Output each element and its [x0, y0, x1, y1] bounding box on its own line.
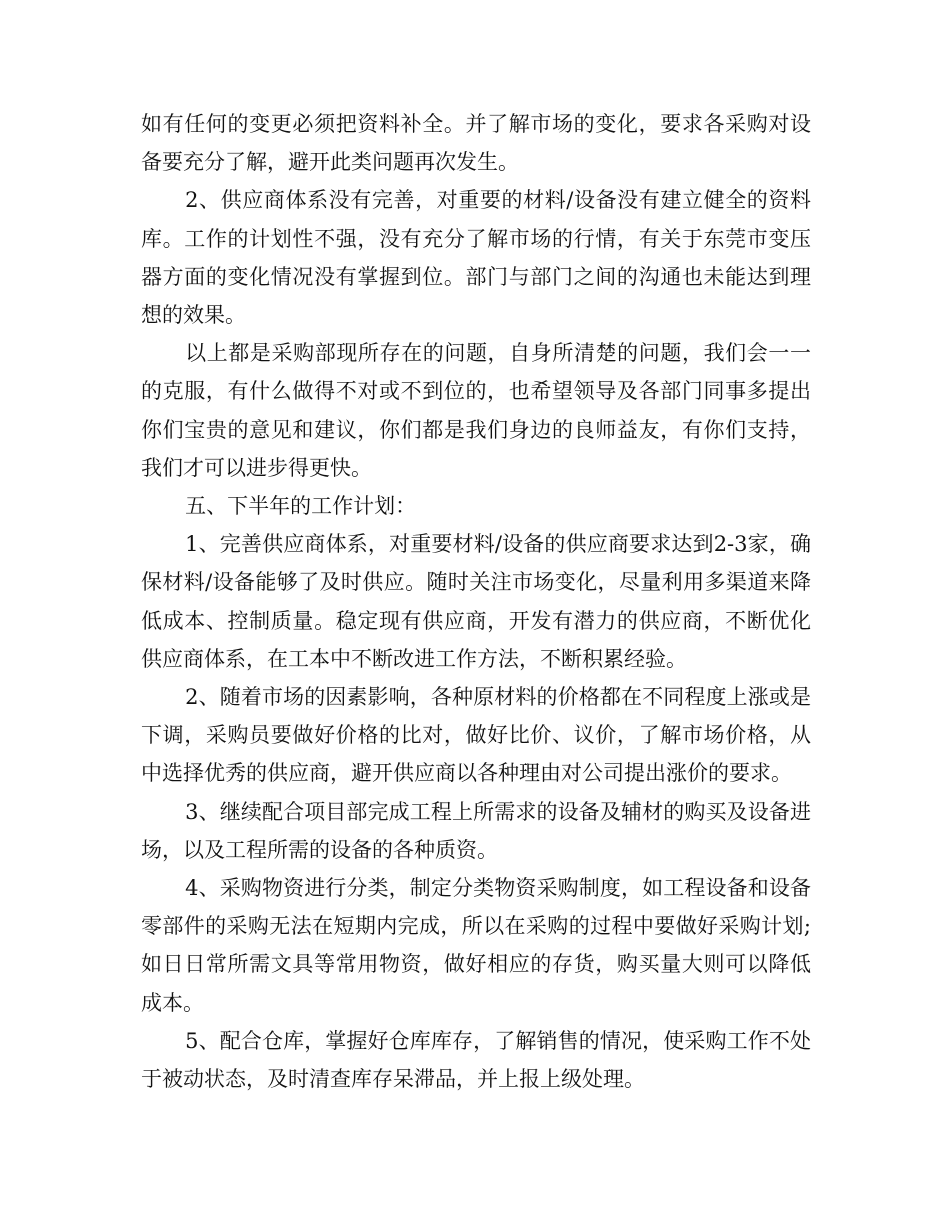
- plan-item-3: 3、继续配合项目部完成工程上所需求的设备及辅材的购买及设备进场，以及工程所需的设备的各种质资。: [141, 799, 811, 862]
- paragraph-supplier-issue: 2、供应商体系没有完善，对重要的材料/设备没有建立健全的资料库。工作的计划性不强，没有充分了解市场的行情，有关于东莞市变压器方面的变化情况没有掌握到位。部门与部门之间的沟通也未能达到理想的效果。: [141, 188, 811, 328]
- plan-item-5: 5、配合仓库，掌握好仓库库存，了解销售的情况，使采购工作不处于被动状态，及时清查库存呆滞品，并上报上级处理。: [141, 1028, 811, 1092]
- plan-item-2: 2、随着市场的因素影响，各种原材料的价格都在不同程度上涨或是下调，采购员要做好价格的比对，做好比价、议价，了解市场价格，从中选择优秀的供应商，避开供应商以各种理由对公司提出涨价的要求。: [141, 685, 811, 786]
- plan-item-4: 4、采购物资进行分类，制定分类物资采购制度，如工程设备和设备零部件的采购无法在短期内完成，所以在采购的过程中要做好采购计划;如日日常所需文具等常用物资，做好相应的存货，购买量大则可以降低成本。: [141, 876, 811, 1015]
- paragraph-continuation: 如有任何的变更必须把资料补全。并了解市场的变化，要求各采购对设备要充分了解，避开此类问题再次发生。: [141, 112, 811, 175]
- paragraph-summary-issues: 以上都是采购部现所存在的问题，自身所清楚的问题，我们会一一的克服，有什么做得不对或不到位的，也希望领导及各部门同事多提出你们宝贵的意见和建议，你们都是我们身边的良师益友，有你们支持，我们才可以进步得更快。: [141, 341, 811, 480]
- document-page: [141, 105, 811, 1098]
- section-heading-plan: 五、下半年的工作计划：: [185, 494, 417, 519]
- plan-item-1: 1、完善供应商体系，对重要材料/设备的供应商要求达到2-3家，确保材料/设备能够了及时供应。随时关注市场变化，尽量利用多渠道来降低成本、控制质量。稳定现有供应商，开发有潜力的供应商，不断优化供应商体系，在工本中不断改进工作方法，不断积累经验。: [141, 532, 811, 671]
